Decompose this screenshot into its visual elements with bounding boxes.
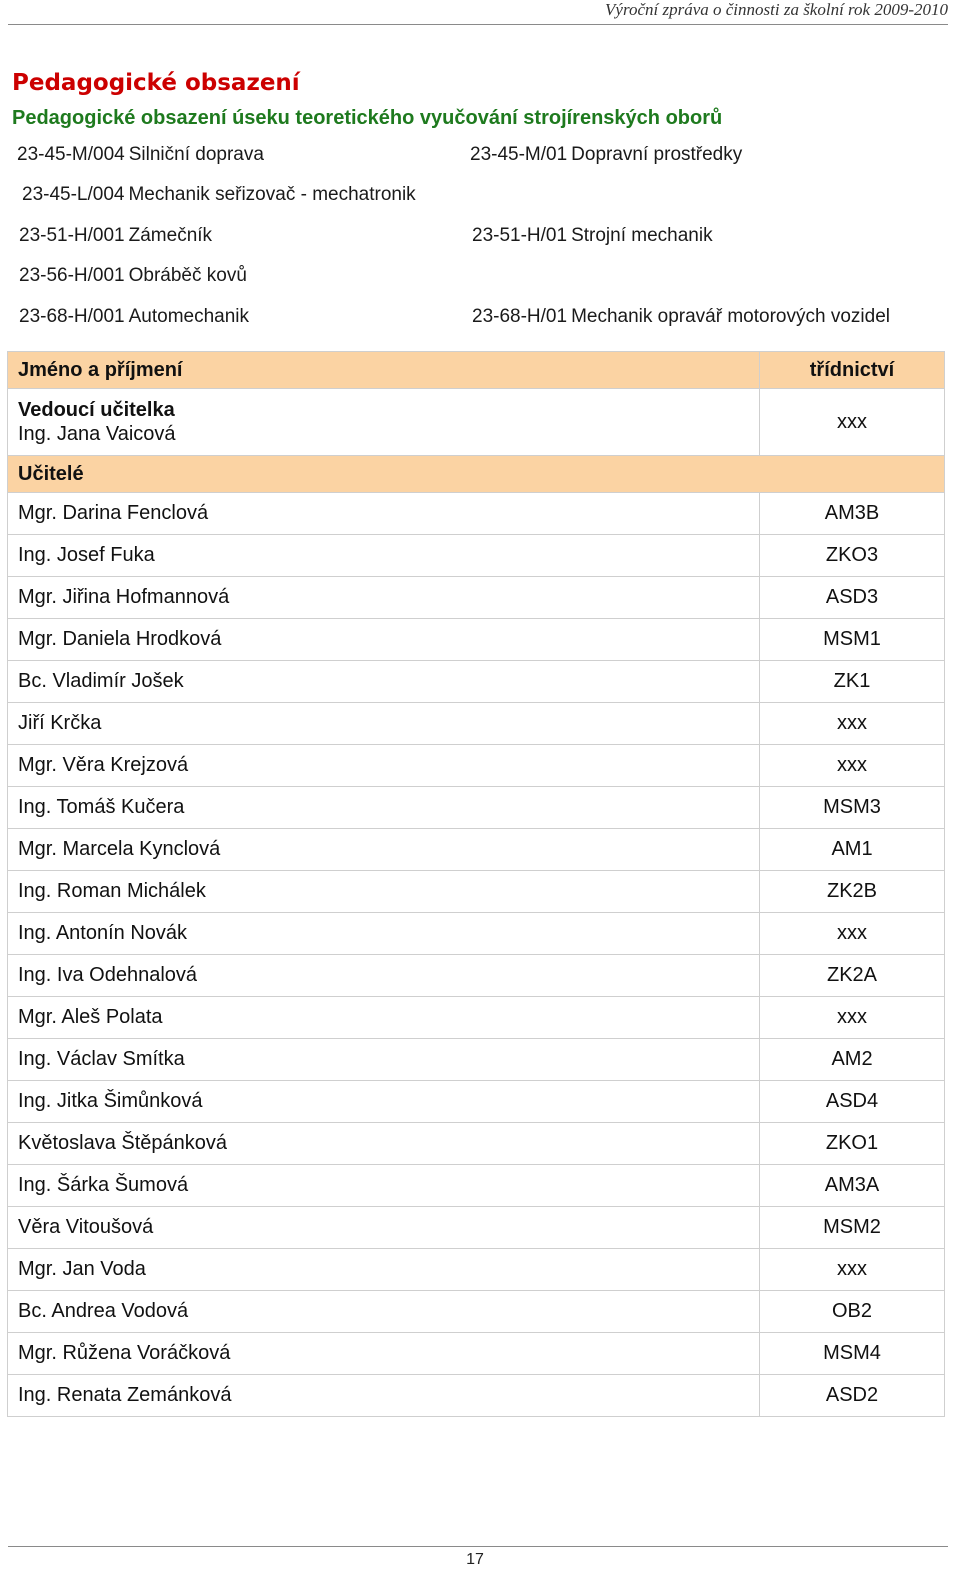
teacher-name: Mgr. Jiřina Hofmannová xyxy=(8,577,760,619)
table-row xyxy=(8,1291,945,1333)
teacher-name: Mgr. Aleš Polata xyxy=(8,997,760,1039)
teacher-name: Jiří Krčka xyxy=(8,703,760,745)
teacher-class: AM2 xyxy=(760,1039,945,1081)
table-row xyxy=(8,1375,945,1417)
teacher-name: Věra Vitoušová xyxy=(8,1207,760,1249)
teacher-name: Mgr. Růžena Voráčková xyxy=(8,1333,760,1375)
teacher-class: OB2 xyxy=(760,1291,945,1333)
teacher-class: MSM2 xyxy=(760,1207,945,1249)
teacher-name: Mgr. Věra Krejzová xyxy=(8,745,760,787)
teacher-class: xxx xyxy=(760,997,945,1039)
teacher-class: ASD2 xyxy=(760,1375,945,1417)
teacher-class: ZK2B xyxy=(760,871,945,913)
table-row xyxy=(8,745,945,787)
lead-teacher-cell xyxy=(8,389,760,456)
teacher-name: Bc. Andrea Vodová xyxy=(8,1291,760,1333)
teacher-class: xxx xyxy=(760,703,945,745)
program-item: 23-51-H/001 Zámečník xyxy=(19,225,213,246)
teacher-name: Ing. Renata Zemánková xyxy=(8,1375,760,1417)
teachers-section-label: Učitelé xyxy=(8,456,945,493)
table-header-row xyxy=(8,352,945,389)
teacher-name: Mgr. Daniela Hrodková xyxy=(8,619,760,661)
teacher-name: Ing. Tomáš Kučera xyxy=(8,787,760,829)
table-row xyxy=(8,997,945,1039)
teacher-name: Bc. Vladimír Jošek xyxy=(8,661,760,703)
table-row xyxy=(8,577,945,619)
teacher-name: Ing. Šárka Šumová xyxy=(8,1165,760,1207)
section-title: Pedagogické obsazení xyxy=(12,70,300,96)
table-row xyxy=(8,871,945,913)
table-row xyxy=(8,1207,945,1249)
teacher-class: xxx xyxy=(760,913,945,955)
teacher-class: ASD3 xyxy=(760,577,945,619)
table-row xyxy=(8,535,945,577)
table-row xyxy=(8,703,945,745)
teacher-name: Květoslava Štěpánková xyxy=(8,1123,760,1165)
staff-table xyxy=(7,351,945,1417)
program-item: 23-51-H/01 Strojní mechanik xyxy=(472,225,713,246)
teacher-class: MSM3 xyxy=(760,787,945,829)
teacher-name: Ing. Antonín Novák xyxy=(8,913,760,955)
lead-teacher-name: Ing. Jana Vaicová xyxy=(18,423,176,445)
table-row xyxy=(8,913,945,955)
table-row xyxy=(8,787,945,829)
teacher-class: ZKO1 xyxy=(760,1123,945,1165)
teacher-class: MSM1 xyxy=(760,619,945,661)
subsection-title: Pedagogické obsazení úseku teoretického vyučování strojírenských oborů xyxy=(12,107,723,129)
program-item: 23-68-H/01 Mechanik opravář motorových vozidel xyxy=(472,306,890,327)
teacher-class: AM3A xyxy=(760,1165,945,1207)
column-header-class: třídnictví xyxy=(760,352,945,389)
teacher-class: ZK2A xyxy=(760,955,945,997)
table-row xyxy=(8,619,945,661)
lead-teacher-class: xxx xyxy=(760,389,945,456)
teacher-name: Mgr. Marcela Kynclová xyxy=(8,829,760,871)
table-row xyxy=(8,661,945,703)
teacher-name: Ing. Roman Michálek xyxy=(8,871,760,913)
table-row xyxy=(8,1333,945,1375)
running-header xyxy=(8,0,948,25)
teacher-class: xxx xyxy=(760,745,945,787)
table-row xyxy=(8,955,945,997)
table-row xyxy=(8,1123,945,1165)
teacher-class: AM1 xyxy=(760,829,945,871)
teacher-class: ZK1 xyxy=(760,661,945,703)
lead-teacher-row xyxy=(8,389,945,456)
teacher-class: ZKO3 xyxy=(760,535,945,577)
teachers-section-row xyxy=(8,456,945,493)
teacher-name: Ing. Jitka Šimůnková xyxy=(8,1081,760,1123)
teacher-class: MSM4 xyxy=(760,1333,945,1375)
table-row xyxy=(8,1249,945,1291)
program-item: 23-45-M/004 Silniční doprava xyxy=(17,144,264,165)
teacher-name: Ing. Josef Fuka xyxy=(8,535,760,577)
table-row xyxy=(8,493,945,535)
table-row xyxy=(8,1165,945,1207)
teacher-name: Mgr. Jan Voda xyxy=(8,1249,760,1291)
teacher-name: Ing. Václav Smítka xyxy=(8,1039,760,1081)
program-item: 23-45-L/004 Mechanik seřizovač - mechatronik xyxy=(22,184,416,205)
teacher-class: ASD4 xyxy=(760,1081,945,1123)
page-number: 17 xyxy=(466,1551,484,1568)
lead-teacher-role: Vedoucí učitelka xyxy=(18,399,175,421)
table-row xyxy=(8,1039,945,1081)
program-item: 23-56-H/001 Obráběč kovů xyxy=(19,265,247,286)
column-header-name: Jméno a příjmení xyxy=(8,352,760,389)
teacher-class: xxx xyxy=(760,1249,945,1291)
teacher-class: AM3B xyxy=(760,493,945,535)
teacher-name: Ing. Iva Odehnalová xyxy=(8,955,760,997)
teacher-name: Mgr. Darina Fenclová xyxy=(8,493,760,535)
program-item: 23-68-H/001 Automechanik xyxy=(19,306,250,327)
footer-divider xyxy=(8,1546,948,1547)
table-row xyxy=(8,829,945,871)
running-header-title: Výroční zpráva o činnosti za školní rok 2009-2010 xyxy=(605,0,948,19)
table-row xyxy=(8,1081,945,1123)
program-item: 23-45-M/01 Dopravní prostředky xyxy=(470,144,743,165)
